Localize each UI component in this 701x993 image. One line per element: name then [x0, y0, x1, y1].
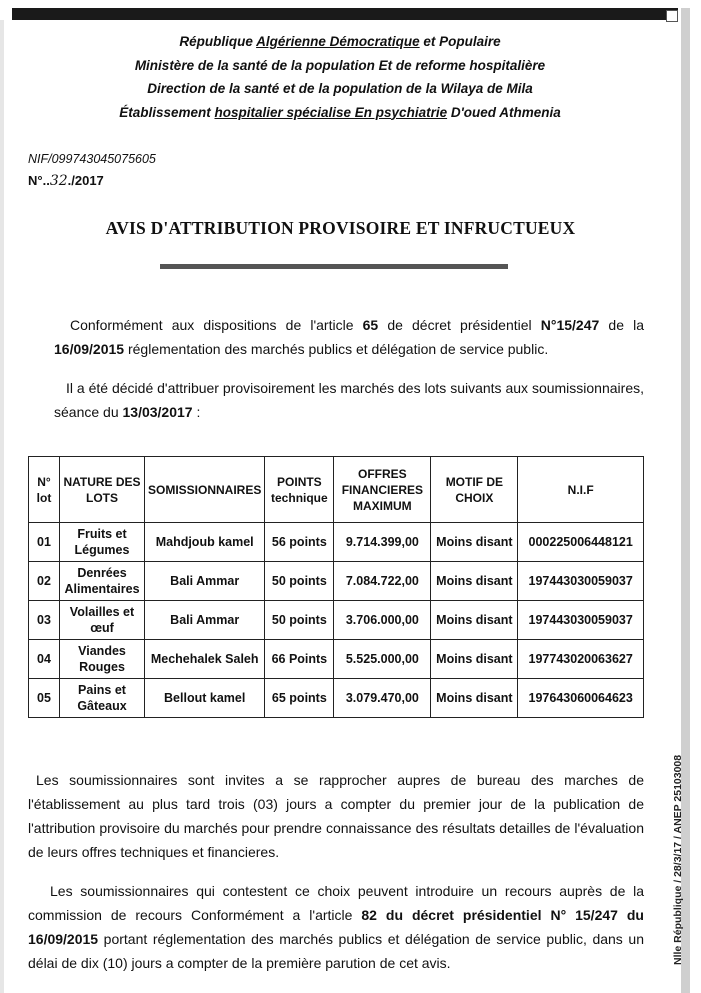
intro-p1-decree: N°15/247: [540, 317, 600, 333]
cell-nature: Viandes Rouges: [60, 640, 145, 679]
body-paragraph-invitation: Les soumissionnaires sont invites a se rapprocher aupres de bureau des marches de l'établissement au plus tard trois (03) jours a compter du premier jour de la publication de l'attribution provisoire du marchés pour prendre connaissance des résultats detailles de l'évaluation de leurs offres techniques et financieres.: [28, 772, 644, 860]
cell-soumissionnaire: Bellout kamel: [145, 679, 265, 718]
cell-nif: 197643060064623: [518, 679, 644, 718]
cell-points: 65 points: [265, 679, 334, 718]
intro-p1-date: 16/09/2015: [54, 340, 125, 357]
cell-motif: Moins disant: [431, 562, 518, 601]
top-scan-bar: [12, 8, 678, 20]
cell-motif: Moins disant: [431, 523, 518, 562]
cell-nif: 000225006448121: [518, 523, 644, 562]
table-row: [29, 523, 644, 562]
header-line-4: [60, 101, 620, 125]
document-number-suffix: ./2017: [67, 173, 104, 188]
cell-points: 50 points: [265, 562, 334, 601]
cell-soumissionnaire: Mahdjoub kamel: [145, 523, 265, 562]
notice-title: AVIS D'ATTRIBUTION PROVISOIRE ET INFRUCTUEUX: [105, 218, 576, 238]
col-header-nature: NATURE DES LOTS: [60, 457, 145, 523]
cell-lot: 01: [29, 523, 60, 562]
cell-lot: 05: [29, 679, 60, 718]
lots-table: [28, 456, 644, 718]
body-paragraph-recours: [28, 879, 644, 975]
document-number-prefix: N°..: [28, 173, 50, 188]
table-row: [29, 601, 644, 640]
cell-lot: 03: [29, 601, 60, 640]
institution-header: [60, 30, 620, 124]
cell-lot: 04: [29, 640, 60, 679]
col-header-offres: OFFRES FINANCIERES MAXIMUM: [334, 457, 431, 523]
cell-nature: Pains et Gâteaux: [60, 679, 145, 718]
cell-soumissionnaire: Bali Ammar: [145, 601, 265, 640]
header-line-2: Ministère de la santé de la population Et de reforme hospitalière: [134, 57, 546, 73]
cell-nif: 197443030059037: [518, 562, 644, 601]
cell-motif: Moins disant: [431, 640, 518, 679]
publication-side-reference: Nlle République / 28/3/17 / ANEP 25103008: [672, 754, 684, 965]
cell-points: 50 points: [265, 601, 334, 640]
cell-nif: 197443030059037: [518, 601, 644, 640]
cell-points: 56 points: [265, 523, 334, 562]
intro-p1-text-a: Conformément aux dispositions de l'article: [70, 317, 363, 333]
intro-p1-text-g: réglementation des marchés publics et délégation de service public.: [124, 340, 549, 357]
recours-text-a: Les soumissionnaires qui contestent ce choix peuvent introduire un recours auprès de la commission de recours Conformément a l'article: [28, 883, 644, 923]
table-row: [29, 562, 644, 601]
col-header-points: POINTS technique: [265, 457, 334, 523]
header-line-1-pre: République: [179, 34, 257, 49]
cell-points: 66 Points: [265, 640, 334, 679]
recours-decree-ref: 82 du décret présidentiel N° 15/247 du 16/09/2015: [28, 907, 644, 947]
cell-nature: Volailles et œuf: [60, 601, 145, 640]
table-header-row: [29, 457, 644, 523]
intro-p2-text-a: Il a été décidé d'attribuer provisoirement les marchés des lots suivants aux soumissionnaires, séance du: [54, 380, 644, 420]
corner-mark: [666, 10, 678, 22]
header-line-1-underlined: Algérienne Démocratique: [256, 34, 420, 49]
table-row: [29, 679, 644, 718]
left-margin-strip: [0, 20, 4, 993]
document-number-handwritten: 32: [49, 173, 68, 189]
header-line-3: Direction de la santé et de la population de la Wilaya de Mila: [147, 81, 533, 96]
cell-offre: 7.084.722,00: [334, 562, 431, 601]
cell-motif: Moins disant: [431, 601, 518, 640]
intro-p2-text-c: :: [192, 403, 201, 420]
cell-soumissionnaire: Mechehalek Saleh: [145, 640, 265, 679]
cell-offre: 3.706.000,00: [334, 601, 431, 640]
header-line-1-post: et Populaire: [419, 34, 501, 49]
document-number: [28, 173, 104, 189]
intro-p1-text-e: de la: [599, 317, 645, 333]
header-line-1: [60, 30, 620, 54]
cell-offre: 3.079.470,00: [334, 679, 431, 718]
cell-nif: 197743020063627: [518, 640, 644, 679]
cell-lot: 02: [29, 562, 60, 601]
col-header-nif: N.I.F: [518, 457, 644, 523]
header-line-4-post: D'oued Athmenia: [447, 104, 561, 120]
recours-text-c: portant réglementation des marchés publics et délégation de service public, dans un délai de dix (10) jours a compter de la première parution de cet avis.: [28, 931, 644, 971]
header-line-4-pre: Établissement: [119, 104, 215, 120]
intro-p1-article: 65: [362, 317, 379, 333]
col-header-soumissionnaires: SOMISSIONNAIRES: [145, 457, 265, 523]
col-header-lot: N° lot: [29, 457, 60, 523]
intro-paragraph-1: [54, 314, 644, 361]
col-header-motif: MOTIF DE CHOIX: [431, 457, 518, 523]
intro-p1-text-c: de décret présidentiel: [378, 317, 541, 333]
title-underline-rule: [160, 264, 508, 269]
cell-offre: 5.525.000,00: [334, 640, 431, 679]
cell-nature: Fruits et Légumes: [60, 523, 145, 562]
intro-p2-date: 13/03/2017: [122, 403, 193, 420]
cell-motif: Moins disant: [431, 679, 518, 718]
intro-paragraph-2: [54, 377, 644, 424]
cell-soumissionnaire: Bali Ammar: [145, 562, 265, 601]
nif-reference: NIF/099743045075605: [28, 152, 156, 166]
header-line-4-underlined: hospitalier spécialise En psychiatrie: [214, 104, 448, 120]
table-row: [29, 640, 644, 679]
cell-nature: Denrées Alimentaires: [60, 562, 145, 601]
cell-offre: 9.714.399,00: [334, 523, 431, 562]
